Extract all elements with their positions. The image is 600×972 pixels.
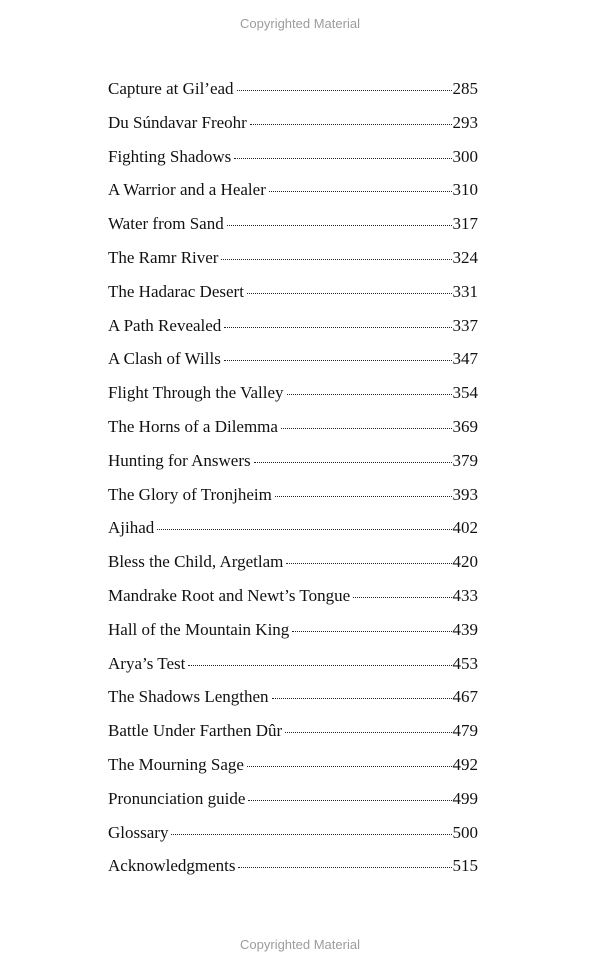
toc-entry[interactable] [108, 789, 478, 823]
toc-dot-leader [285, 732, 451, 733]
toc-entry[interactable] [108, 856, 478, 890]
toc-entry-title: Flight Through the Valley [108, 383, 284, 403]
toc-entry-title: Bless the Child, Argetlam [108, 552, 284, 572]
toc-entry-title: A Clash of Wills [108, 349, 221, 369]
toc-entry[interactable] [108, 113, 478, 147]
toc-entry-title: A Warrior and a Healer [108, 180, 266, 200]
toc-entry-title: The Hadarac Desert [108, 281, 244, 301]
watermark-top: Copyrighted Material [240, 16, 360, 31]
watermark-bottom: Copyrighted Material [240, 937, 360, 952]
toc-entry-title: Fighting Shadows [108, 146, 232, 166]
toc-entry-page-number: 300 [452, 146, 478, 166]
toc-dot-leader [157, 529, 451, 530]
toc-entry-title: Hunting for Answers [108, 450, 251, 470]
toc-entry[interactable] [108, 552, 478, 586]
toc-entry[interactable] [108, 823, 478, 857]
toc-entry-page-number: 324 [452, 247, 478, 267]
toc-entry-page-number: 439 [452, 619, 478, 639]
toc-entry-page-number: 310 [452, 180, 478, 200]
toc-dot-leader [287, 394, 452, 395]
toc-entry[interactable] [108, 383, 478, 417]
toc-entry[interactable] [108, 518, 478, 552]
toc-entry[interactable] [108, 79, 478, 113]
toc-dot-leader [292, 631, 451, 632]
toc-dot-leader [247, 293, 452, 294]
toc-entry-title: Glossary [108, 822, 169, 842]
toc-entry-page-number: 293 [452, 112, 478, 132]
toc-entry[interactable] [108, 417, 478, 451]
toc-dot-leader [247, 766, 452, 767]
toc-entry-title: Pronunciation guide [108, 788, 246, 808]
toc-entry[interactable] [108, 180, 478, 214]
toc-entry[interactable] [108, 620, 478, 654]
toc-entry[interactable] [108, 654, 478, 688]
toc-entry-title: Mandrake Root and Newt’s Tongue [108, 585, 351, 605]
toc-entry[interactable] [108, 282, 478, 316]
toc-entry-title: Hall of the Mountain King [108, 619, 290, 639]
toc-entry-page-number: 285 [452, 79, 478, 98]
toc-entry[interactable] [108, 755, 478, 789]
toc-entry-page-number: 420 [452, 552, 478, 572]
toc-dot-leader [227, 225, 452, 226]
toc-entry-title: Capture at Gil’ead [108, 79, 234, 98]
toc-entry-page-number: 393 [452, 484, 478, 504]
toc-entry[interactable] [108, 316, 478, 350]
toc-entry[interactable] [108, 349, 478, 383]
toc-entry-page-number: 379 [452, 450, 478, 470]
toc-entry[interactable] [108, 248, 478, 282]
toc-dot-leader [250, 124, 452, 125]
toc-dot-leader [224, 327, 451, 328]
toc-entry[interactable] [108, 586, 478, 620]
toc-entry-page-number: 453 [452, 653, 478, 673]
toc-dot-leader [281, 428, 452, 429]
toc-dot-leader [353, 597, 451, 598]
toc-entry-page-number: 402 [452, 518, 478, 538]
toc-entry-title: Arya’s Test [108, 653, 186, 673]
toc-dot-leader [221, 259, 451, 260]
toc-entry-page-number: 369 [452, 416, 478, 436]
toc-dot-leader [224, 360, 452, 361]
toc-entry-title: A Path Revealed [108, 315, 222, 335]
toc-entry[interactable] [108, 147, 478, 181]
toc-entry-page-number: 479 [452, 721, 478, 741]
toc-entry-title: Battle Under Farthen Dûr [108, 721, 283, 741]
toc-entry-page-number: 467 [452, 687, 478, 707]
toc-entry-title: Ajihad [108, 518, 155, 538]
toc-entry-page-number: 515 [452, 856, 478, 876]
toc-dot-leader [248, 800, 451, 801]
toc-entry-page-number: 354 [452, 383, 478, 403]
toc-entry-title: The Horns of a Dilemma [108, 416, 278, 436]
toc-entry-title: The Ramr River [108, 247, 219, 267]
toc-dot-leader [272, 698, 452, 699]
toc-entry-page-number: 347 [452, 349, 478, 369]
toc-entry-page-number: 499 [452, 788, 478, 808]
toc-entry-title: Acknowledgments [108, 856, 236, 876]
toc-dot-leader [234, 158, 451, 159]
toc-dot-leader [286, 563, 451, 564]
toc-dot-leader [269, 191, 452, 192]
toc-entry-title: Du Súndavar Freohr [108, 112, 247, 132]
toc-entry-page-number: 492 [452, 754, 478, 774]
toc-entry-page-number: 433 [452, 585, 478, 605]
toc-dot-leader [275, 496, 452, 497]
toc-dot-leader [171, 834, 451, 835]
table-of-contents [108, 79, 478, 890]
toc-dot-leader [237, 90, 452, 91]
toc-entry[interactable] [108, 451, 478, 485]
toc-entry[interactable] [108, 687, 478, 721]
toc-entry-page-number: 331 [452, 281, 478, 301]
toc-entry[interactable] [108, 485, 478, 519]
toc-entry-title: The Shadows Lengthen [108, 687, 269, 707]
toc-entry-title: The Glory of Tronjheim [108, 484, 272, 504]
toc-dot-leader [188, 665, 451, 666]
toc-dot-leader [254, 462, 452, 463]
toc-entry-title: The Mourning Sage [108, 754, 244, 774]
toc-dot-leader [238, 867, 451, 868]
toc-entry-page-number: 500 [452, 822, 478, 842]
toc-entry[interactable] [108, 721, 478, 755]
toc-entry-page-number: 337 [452, 315, 478, 335]
toc-entry[interactable] [108, 214, 478, 248]
toc-entry-page-number: 317 [452, 214, 478, 234]
toc-entry-title: Water from Sand [108, 214, 224, 234]
